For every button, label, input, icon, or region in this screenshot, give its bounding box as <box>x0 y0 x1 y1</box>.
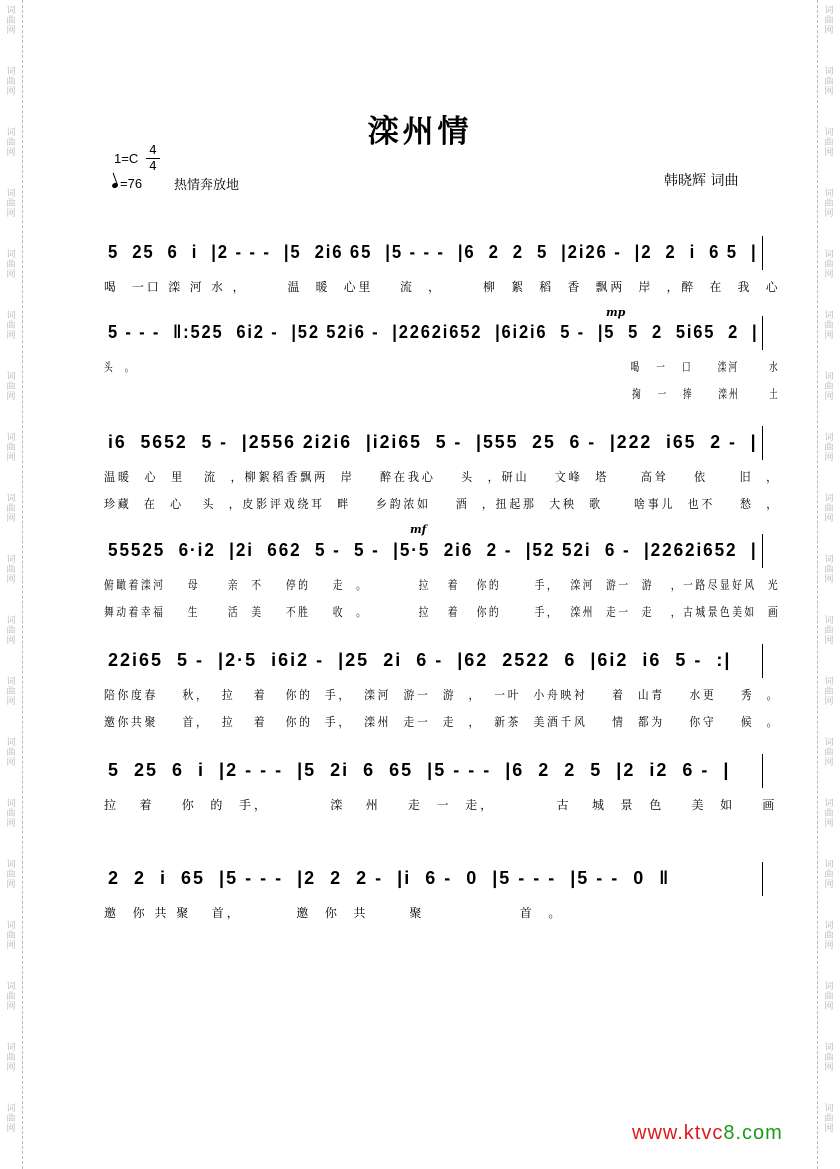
watermark-glyphs: 词 曲 网 <box>824 860 834 890</box>
watermark-glyphs: 词 曲 网 <box>6 677 16 707</box>
barline <box>762 426 763 460</box>
watermark-glyphs: 词 曲 网 <box>824 250 834 280</box>
watermark-glyphs: 词 曲 网 <box>824 616 834 646</box>
notation-line <box>22 540 818 574</box>
jianpu-notes: 5 - - - ‖:525 6i2 - |52 52i6 - |2262i652 |6i2i6 5 - |5 5 2 5i65 2 | <box>108 322 759 342</box>
barline <box>762 644 763 678</box>
time-signature-top: 4 <box>149 143 157 157</box>
watermark-glyphs: 词 曲 网 <box>6 67 16 97</box>
lyric-line: 珍藏 在 心 头 ，皮影评戏绕耳 畔 乡韵浓如 酒 ，扭起那 大秧 歌 啥事儿 也不 愁 ， <box>104 497 780 511</box>
time-signature <box>146 143 160 174</box>
watermark-glyphs: 词 曲 网 <box>824 494 834 524</box>
time-signature-bottom: 4 <box>146 158 160 174</box>
lyric-line: 拉 着 你 的 手， 滦 州 走 一 走， 古 城 景 色 美 如 画 <box>104 798 778 812</box>
tempo-value: =76 <box>120 176 143 191</box>
watermark-glyphs: 词 曲 网 <box>6 311 16 341</box>
watermark-glyphs: 词 曲 网 <box>824 677 834 707</box>
jianpu-notes: 22i65 5 - |2·5 i6i2 - |25 2i 6 - |62 2522 6 |6i2 i6 5 - :| <box>108 650 732 670</box>
watermark-glyphs: 词 曲 网 <box>6 189 16 219</box>
watermark-glyphs: 词 曲 网 <box>824 555 834 585</box>
watermark-glyphs: 词 曲 网 <box>824 128 834 158</box>
watermark-glyphs: 词 曲 网 <box>824 311 834 341</box>
watermark-glyphs: 词 曲 网 <box>6 982 16 1012</box>
barline <box>762 534 763 568</box>
barline <box>762 862 763 896</box>
logo-text-part2: 8.com <box>723 1122 783 1144</box>
lyric-line: 掬 一 捧 滦州 土 <box>104 387 780 401</box>
watermark-glyphs: 词 曲 网 <box>824 1104 834 1134</box>
jianpu-notes: 5 25 6 i |2 - - - |5 2i6 65 |5 - - - |6 2 2 5 |2i26 - |2 2 i 6 5 | <box>108 242 758 262</box>
watermark-glyphs: 词 曲 网 <box>824 1043 834 1073</box>
lyric-line: 俯瞰着滦河 母 亲 不 停的 走 。 拉 着 你的 手， 滦河 游一 游 ，一路尽显好风 光 <box>104 578 781 592</box>
quarter-note-icon <box>111 182 118 189</box>
lyric-line: 喝 一口 滦 河 水 ， 温 暖 心里 流 ， 柳 絮 稻 香 飘两 岸 ，醉 在 我 心 <box>104 280 781 294</box>
site-logo <box>632 1122 783 1145</box>
tempo-marking <box>112 176 142 191</box>
key-signature: 1=C <box>114 151 139 166</box>
lyric-line: 头 。 喝 一 口 滦河 水 <box>104 360 780 374</box>
lyric-line: 邀你共聚 首， 拉 着 你的 手， 滦州 走一 走 ， 新茶 美酒千风 情 都为 你守 候 。 <box>104 715 781 729</box>
watermark-glyphs: 词 曲 网 <box>824 67 834 97</box>
score-page <box>22 0 818 1169</box>
jianpu-notes: 2 2 i 65 |5 - - - |2 2 2 - |i 6 - 0 |5 - - - |5 - - 0 ‖ <box>108 868 671 888</box>
watermark-glyphs: 词 曲 网 <box>6 250 16 280</box>
dynamic-mp: mp <box>606 306 626 319</box>
watermark-glyphs: 词 曲 网 <box>824 189 834 219</box>
notation-line <box>22 760 818 794</box>
watermark-glyphs: 词 曲 网 <box>6 1043 16 1073</box>
watermark-glyphs: 词 曲 网 <box>6 738 16 768</box>
expression-marking: 热情奔放地 <box>174 178 240 193</box>
lyric-line: 舞动着幸福 生 活 美 不胜 收 。 拉 着 你的 手， 滦州 走一 走 ，古城景色美如 画 <box>104 605 781 619</box>
watermark-glyphs: 词 曲 网 <box>6 372 16 402</box>
notation-line <box>22 868 818 902</box>
watermark-glyphs: 词 曲 网 <box>824 372 834 402</box>
lyric-line: 邀 你 共 聚 首， 邀 你 共 聚 首 。 <box>104 906 564 920</box>
jianpu-notes: 5 25 6 i |2 - - - |5 2i 6 65 |5 - - - |6 2 2 5 |2 i2 6 - | <box>108 760 731 780</box>
jianpu-notes: i6 5652 5 - |2556 2i2i6 |i2i65 5 - |555 25 6 - |222 i65 2 - | <box>108 432 758 452</box>
left-watermark-strip <box>0 0 23 1169</box>
barline <box>762 236 763 270</box>
watermark-glyphs: 词 曲 网 <box>6 494 16 524</box>
song-title: 滦州情 <box>367 114 473 150</box>
notation-line <box>22 432 818 466</box>
watermark-glyphs: 词 曲 网 <box>824 433 834 463</box>
barline <box>762 316 763 350</box>
watermark-glyphs: 词 曲 网 <box>824 982 834 1012</box>
composer-credit: 韩晓辉 词曲 <box>664 173 739 189</box>
watermark-glyphs: 词 曲 网 <box>824 6 834 36</box>
watermark-glyphs: 词 曲 网 <box>6 6 16 36</box>
watermark-glyphs: 词 曲 网 <box>6 921 16 951</box>
watermark-glyphs: 词 曲 网 <box>6 433 16 463</box>
right-watermark-strip <box>817 0 840 1169</box>
logo-text-part1: www.ktvc <box>632 1122 724 1144</box>
watermark-glyphs: 词 曲 网 <box>6 860 16 890</box>
watermark-glyphs: 词 曲 网 <box>6 616 16 646</box>
watermark-glyphs: 词 曲 网 <box>6 555 16 585</box>
watermark-glyphs: 词 曲 网 <box>824 799 834 829</box>
watermark-glyphs: 词 曲 网 <box>824 738 834 768</box>
lyric-line: 温暖 心 里 流 ，柳絮稻香飘两 岸 醉在我心 头 ，研山 文峰 塔 高耸 依 旧 ， <box>104 470 781 484</box>
watermark-glyphs: 词 曲 网 <box>6 128 16 158</box>
barline <box>762 754 763 788</box>
dynamic-mf: mf <box>410 523 427 536</box>
notation-line <box>22 322 818 356</box>
watermark-glyphs: 词 曲 网 <box>824 921 834 951</box>
watermark-glyphs: 词 曲 网 <box>6 799 16 829</box>
notation-line <box>22 242 818 276</box>
notation-line <box>22 650 818 684</box>
lyric-line: 陪你度春 秋， 拉 着 你的 手， 滦河 游一 游 ， 一叶 小舟映衬 着 山青 水更 秀 。 <box>104 688 781 702</box>
watermark-glyphs: 词 曲 网 <box>6 1104 16 1134</box>
jianpu-notes: 55525 6·i2 |2i 662 5 - 5 - |5·5 2i6 2 - |52 52i 6 - |2262i652 | <box>108 540 758 560</box>
